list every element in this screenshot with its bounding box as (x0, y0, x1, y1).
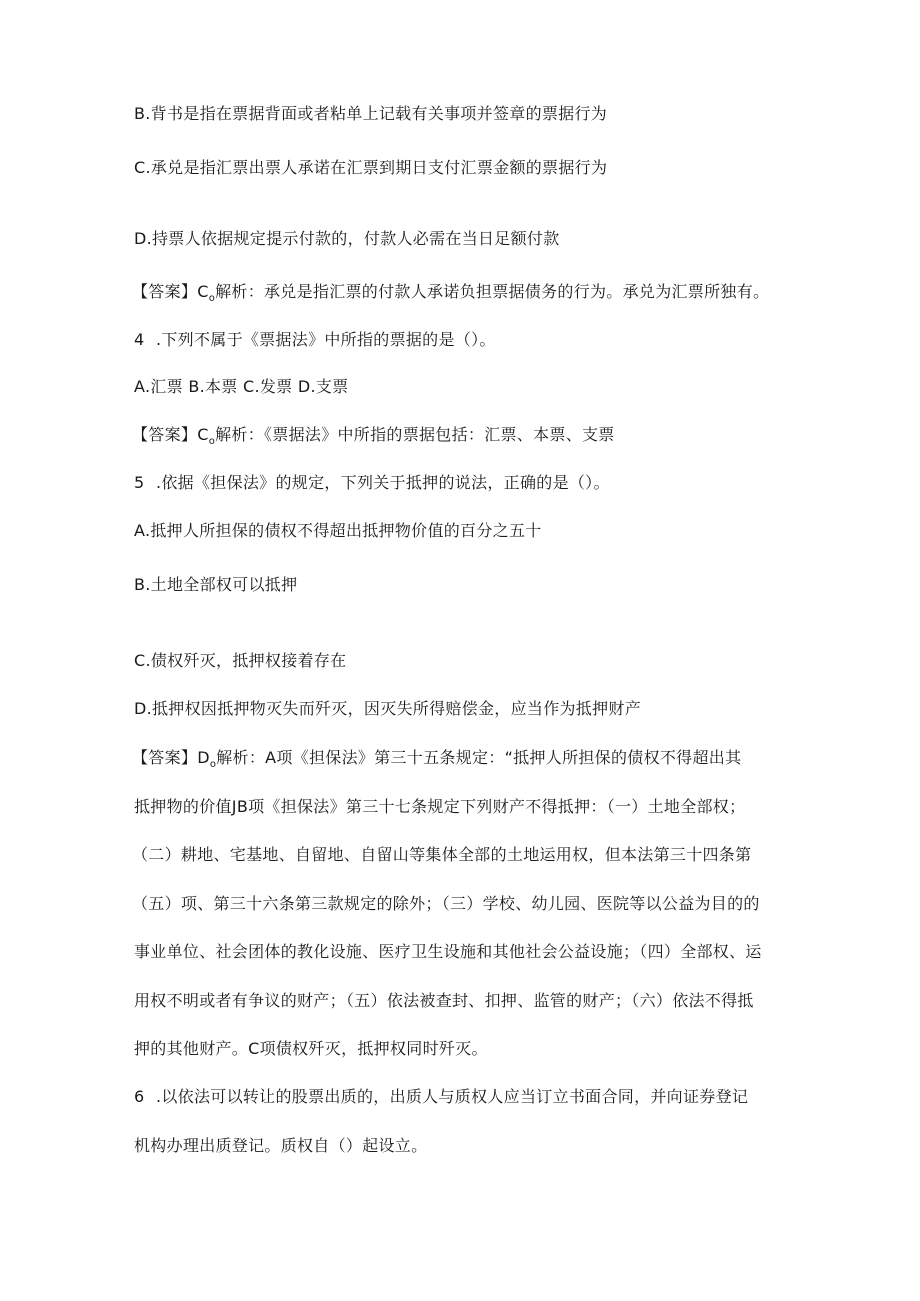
answer-subscript: o (209, 759, 217, 770)
answer-label: 【答案】C (132, 282, 209, 301)
q4-options: A.汇票 B.本票 C.发票 D.支票 (134, 377, 349, 396)
q5-option-a: A.抵押人所担保的债权不得超出抵押物价值的百分之五十 (134, 521, 542, 540)
q6-stem-line-2: 机构办理出质登记。质权自（）起设立。 (134, 1136, 428, 1155)
q4-stem (134, 329, 496, 351)
q3-option-d: D.持票人依据规定提示付款的，付款人必需在当日足额付款 (134, 229, 560, 248)
q3-option-c: C.承兑是指汇票出票人承诺在汇票到期日支付汇票金额的票据行为 (134, 158, 608, 177)
q5-answer-line-2: 抵押物的价值JB项《担保法》第三十七条规定下列财产不得抵押：（一）土地全部权； (134, 797, 746, 816)
answer-explanation: 解析：A项《担保法》第三十五条规定：“抵押人所担保的债权不得超出其 (216, 748, 742, 767)
answer-explanation: 解析：《票据法》中所指的票据包括：汇票、本票、支票 (215, 425, 615, 444)
question-number: 6 (134, 1087, 145, 1106)
answer-subscript: o (208, 293, 216, 304)
question-text: .下列不属于《票据法》中所指的票据的是（）。 (156, 330, 496, 349)
q5-stem (134, 472, 610, 494)
answer-subscript: o (208, 436, 216, 447)
q5-answer-line-5: 事业单位、社会团体的教化设施、医疗卫生设施和其他社会公益设施；（四）全部权、运 (134, 942, 762, 961)
answer-explanation: 解析：承兑是指汇票的付款人承诺负担票据债务的行为。承兑为汇票所独有。 (215, 282, 770, 301)
q5-answer-line-6: 用权不明或者有争议的财产；（五）依法被查封、扣押、监管的财产；（六）依法不得抵 (134, 991, 754, 1010)
q6-stem (134, 1086, 748, 1108)
q5-answer (132, 747, 741, 769)
q5-option-b: B.土地全部权可以抵押 (134, 575, 298, 594)
answer-label: 【答案】D (132, 748, 210, 767)
q5-answer-line-7: 押的其他财产。C项债权歼灭，抵押权同时歼灭。 (134, 1039, 488, 1058)
q3-option-b: B.背书是指在票据背面或者粘单上记载有关事项并签章的票据行为 (134, 104, 608, 123)
q5-option-c: C.债权歼灭，抵押权接着存在 (134, 651, 347, 670)
question-number: 4 (134, 330, 145, 349)
question-text: .以依法可以转让的股票出质的，出质人与质权人应当订立书面合同，并向证券登记 (156, 1087, 749, 1106)
answer-label: 【答案】C (132, 425, 209, 444)
q5-option-d: D.抵押权因抵押物灭失而歼灭，因灭失所得赔偿金，应当作为抵押财产 (134, 699, 642, 718)
q4-answer (132, 424, 615, 446)
q3-answer (132, 281, 769, 303)
q5-answer-line-4: （五）项、第三十六条第三款规定的除外；（三）学校、幼儿园、医院等以公益为目的的 (132, 894, 760, 913)
question-text: .依据《担保法》的规定，下列关于抵押的说法，正确的是（）。 (156, 473, 610, 492)
question-number: 5 (134, 473, 145, 492)
q5-answer-line-3: （二）耕地、宅基地、自留地、自留山等集体全部的土地运用权，但本法第三十四条第 (132, 845, 752, 864)
